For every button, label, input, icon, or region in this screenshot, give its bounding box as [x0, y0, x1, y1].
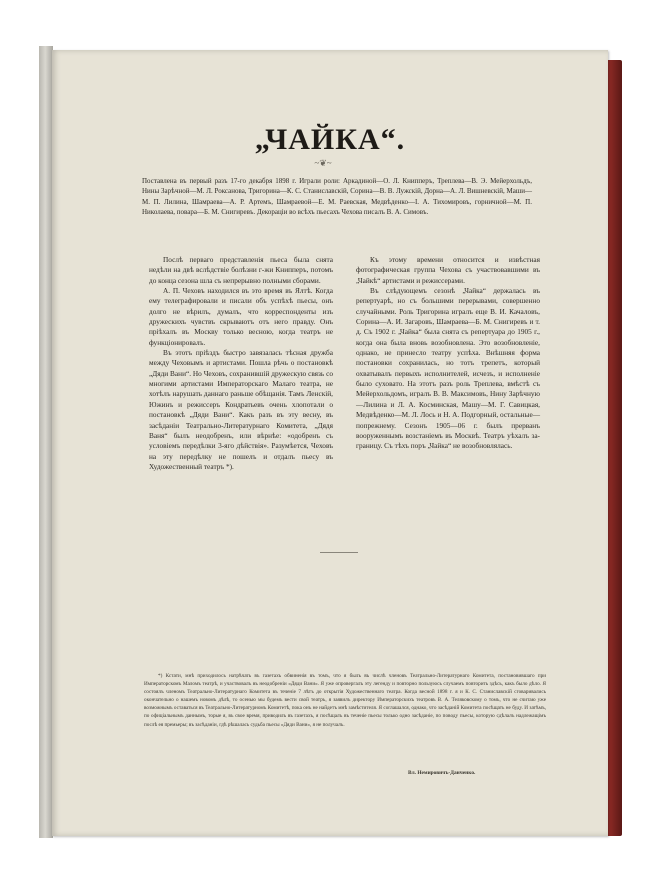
paragraph: Къ этому времени относится и извѣстная фотографическая группа Чехова съ участвовавшими въ „Чайкѣ“ артистами и режиссерами.: [356, 255, 540, 285]
paragraph: А. П. Чеховъ находился въ это время въ Ялтѣ. Когда ему телеграфировали и писали объ успѣхѣ пьесы, онъ долго не вѣрилъ, думалъ, что корреспонденты изъ дружескихъ чувствъ скрываютъ отъ него правду. Онъ прiѣхалъ въ Москву только весною, когда театръ не функцiонировалъ.: [149, 286, 333, 347]
left-column: [149, 255, 333, 472]
footnote: [144, 672, 546, 729]
footnote-text: *) Кстати, мнѣ приходилось натрѣчать въ газетахъ обвиненiя въ томъ, что я былъ въ числѣ членовъ Театрально-Литературнаго Комитета, постановившаго при Императорскомъ Маломъ театрѣ, и участвовалъ въ неодобренiи «Дяди Вани». Я уже опровергалъ эту легенду и повторно пользуюсь случаемъ повторить здѣсь, какъ было дѣло. Я состоялъ членомъ Театрально-Литературнаго Комитета въ теченiе 7 лѣтъ до открытiя Художественнаго театра. Когда весной 1898 г. я и К. С. Станиславскiй сговаривались окончательно о нашемъ новомъ дѣлѣ, то осенью мы будемъ вести свой театръ, я заявилъ директору Императорскихъ театровъ В. А. Теляковскому о томъ, что не считаю уже возможнымъ оставаться въ Театрально-Литературномъ Комитетѣ, пока онъ не найдетъ мнѣ замѣстителя. Я соглашался, однако, что засѣданiй Комитета посѣщать не буду. И затѣмъ, по офицiальнымъ даннымъ, торые я, въ свое время, приводилъ въ газетахъ, я посѣщалъ въ теченiе пьесы только одно засѣданiе, по поводу пьесы, которую сдѣлалъ надлежащiмъ послѣ ея премьеры; въ засѣданiи, гдѣ рѣшалась судьба пьесы «Дяди Вани», я не получалъ.: [144, 673, 546, 728]
right-column: [356, 255, 540, 452]
ornament-icon: ~❦~: [314, 158, 332, 168]
paragraph: Послѣ перваго представленiя пьеса была снята недѣли на двѣ вслѣдствiе болѣзни г-жи Книпперъ, потомъ до конца сезона шла съ непрерывно полными сборами.: [149, 255, 333, 285]
cast-credits: Поставлена въ первый разъ 17-го декабря 1898 г. Играли роли: Аркадиной—О. Л. Книпперъ, Треплева—В. Э. Мейерхольдъ, Нины Зарѣчной—М. Л. Роксанова, Тригорина—К. С. Станиславскiй, Сорина—В. В. Лужскiй, Дорна—А. Л. Вишневскiй, Маши—М. П. Лилина, Шамраева—А. Р. Артемъ, Шамраевой—Е. М. Раевская, Медвѣденко—I. А. Тихомировъ, горничной—М. П. Николаева, повара—Б. М. Снигиревъ. Декорацiи во всѣхъ пьесахъ Чехова писалъ В. А. Симовъ.: [142, 177, 532, 217]
book-spine: [39, 46, 53, 838]
section-divider: [320, 552, 358, 553]
page-title: „ЧАЙКА“.: [254, 123, 406, 156]
paragraph: Въ этотъ прiѣздъ быстро завязалась тѣсная дружба между Чеховымъ и артистами. Пошла рѣчь о постановкѣ „Дяди Вани“. Но Чеховъ, сохранившiй дружескую связь со многими артистами Императорскаго Малаго театра, не хотѣлъ нарушать даннаго раньше обѣщанiя. Тамъ Ленскiй, Южинъ и режиссеръ Кондратьевъ очень хлопотали о постановкѣ „Дяди Вани“. Какъ разъ въ эту весну, въ засѣданiи Театрально-Литературнаго Комитета, „Дядя Ваня“ былъ неодобренъ, или вѣрнѣе: «одобренъ съ условiемъ передѣлки 3-яго дѣйствiя». Разумѣется, Чеховъ на эту передѣлку не пошелъ и отдалъ пьесу въ Художественный театръ *).: [149, 348, 333, 471]
author-signature: Вл. Немировичъ-Данченко.: [408, 770, 476, 776]
book-page: [52, 50, 608, 836]
paragraph: Въ слѣдующемъ сезонѣ „Чайка“ держалась въ репертуарѣ, но съ большими перерывами, совершенно случайными. Роль Тригорина игралъ еще В. И. Качаловъ, Сорина—А. И. Загаровъ, Шамраева—Б. М. Снигиревъ и т. д. Съ 1902 г. „Чайка“ была снята съ репертуара до 1905 г., когда она была вновь возобновлена. Это возобновленiе, однако, не принесло театру успѣха. Внѣшняя форма постановки сохранилась, но тотъ трепетъ, который охватывалъ первыхъ исполнителей, исчезъ, и исполненiе было суховато. На этотъ разъ роль Треплева, вмѣстѣ съ Мейерхольдомъ, игралъ В. В. Максимовъ, Нину Зарѣчную—Лилина и Л. А. Косминская, Машу—М. Г. Савицкая, Медвѣденко—М. Л. Лось и Н. А. Подгорный, остальные—попрежнему. Сезонъ 1905—06 г. былъ прерванъ вооруженнымъ возстанiемъ въ Москвѣ. Театръ уѣхалъ за-границу. Съ тѣхъ поръ „Чайка“ не возобновлялась.: [356, 286, 540, 451]
